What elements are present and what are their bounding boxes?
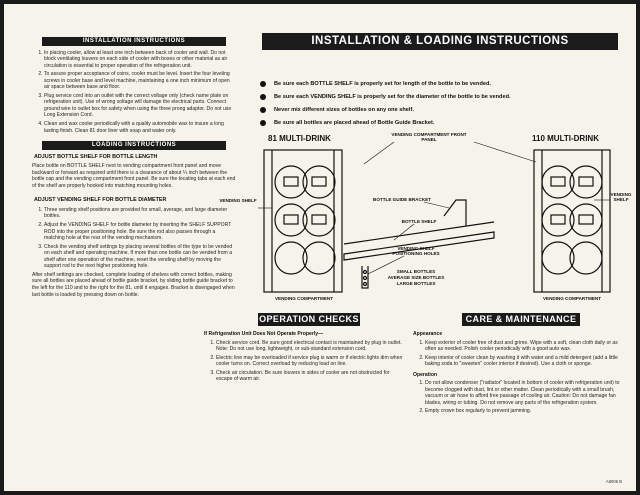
- care-maintenance-header: CARE & MAINTENANCE: [462, 313, 580, 326]
- installation-item: 1. In placing cooler, allow at least one inch between back of cooler and wall. Do not block ventilating louvers on each side of cooler with boxes or other material as air circulation is essential to proper operation of the refrigeration unit.: [44, 50, 236, 70]
- bullet-item: [260, 90, 620, 103]
- bottle-length-text: Place bottle on BOTTLE SHELF next to vending compartment front panel and move backward or forward as required until there is a clearance of about ¼ inch between the bottle cap and the vending compartment front panel. Be sure the locating tabs at each end of the shelf are properly hooked into matching mounting holes.: [32, 163, 236, 189]
- installation-list: [32, 50, 236, 135]
- diagram-title-110: 110 MULTI-DRINK: [532, 134, 599, 143]
- installation-item: 2. To assure proper acceptance of coins, cooler must be level. Insert the four leveling screws in cooler base and level machine, maintaining a one inch minimum of open air space between base and floor.: [44, 71, 236, 91]
- bullet-icon: [260, 94, 266, 100]
- operation-item: 3. Check air circulation. Be sure louvers in sides of cooler are not obstructed for escape of warm air.: [216, 370, 404, 383]
- care-operation-item: 2. Empty crown box regularly to prevent jamming.: [425, 408, 623, 415]
- diagram-title-81: 81 MULTI-DRINK: [268, 134, 331, 143]
- label-compartment-right: VENDING COMPARTMENT: [542, 296, 602, 301]
- bullet-text: Never mix different sizes of bottles on any one shelf.: [274, 106, 414, 113]
- operation-item: 1. Check service cord. Be sure good electrical contact is maintained by plug in outlet. Note: Do not use long, lightweight, or sub-standard extension cord.: [216, 340, 404, 353]
- bottle-length-title: ADJUST BOTTLE SHELF FOR BOTTLE LENGTH: [34, 153, 158, 160]
- bullet-icon: [260, 107, 266, 113]
- operation-checks-header: OPERATION CHECKS: [259, 314, 359, 324]
- label-large-bottles: LARGE BOTTLES: [396, 281, 436, 286]
- label-compartment-left: VENDING COMPARTMENT: [274, 296, 334, 301]
- appearance-item: 2. Keep interior of cooler clean by washing it with water and a mild detergent (add a little baking soda to "sweeten" cooler interior if desired). Use a cloth or sponge.: [425, 355, 623, 368]
- cooler-diagram: [219, 132, 632, 306]
- bullet-text: Be sure each VENDING SHELF is properly set for the diameter of the bottle to be vended.: [274, 93, 511, 100]
- care-operation-title: Operation: [413, 371, 438, 378]
- diameter-item: 2. Adjust the VENDING SHELF for bottle diameter by inserting the SHELF SUPPORT ROD into the proper positioning hole. Be sure the rod also passes through a matching hole at the rear of the vending mechanism.: [44, 222, 236, 242]
- label-bottle-shelf: BOTTLE SHELF: [401, 219, 437, 224]
- guide-bracket-drawing: [444, 200, 466, 226]
- operation-subtitle: If Refrigeration Unit Does Not Operate Properly—: [204, 331, 324, 337]
- bottle-diameter-list: [32, 207, 236, 270]
- form-code: A6006 B: [605, 479, 622, 484]
- label-average-bottles: AVERAGE SIZE BOTTLES: [387, 275, 445, 280]
- page-title: INSTALLATION & LOADING INSTRUCTIONS: [262, 33, 618, 50]
- installation-item: 3. Plug service cord into an outlet with the correct voltage only (check name plate on refrigeration unit). Use of wrong voltage will damage the electrical parts. Connect ground wire to outlet box for safety when using the three prong adaptor. Do not use Long Extension Cord.: [44, 93, 236, 119]
- label-small-bottles: SMALL BOTTLES: [396, 269, 436, 274]
- instruction-card: [4, 4, 636, 491]
- label-positioning-holes: VENDING SHELF POSITIONING HOLES: [392, 246, 440, 257]
- bullet-item: [260, 103, 620, 116]
- label-guide-bracket: BOTTLE GUIDE BRACKET: [373, 197, 431, 202]
- label-front-panel: VENDING COMPARTMENT FRONT PANEL: [391, 132, 467, 143]
- installation-item: 4. Clean and wax cooler periodically with a quality automobile wax to insure a long lasting finish. Clean 81 door liner with soap and water only.: [44, 121, 236, 134]
- care-maintenance-column: [413, 331, 623, 417]
- operation-list: [204, 340, 404, 383]
- label-vending-shelf-left: VENDING SHELF: [219, 198, 257, 203]
- diameter-item: 1. Three vending shelf positions are provided for small, average, and large diameter bottles.: [44, 207, 236, 220]
- operation-checks-column: [204, 331, 404, 385]
- diameter-item: 3. Check the vending shelf settings by placing several bottles of the type to be vended on each shelf and operating machine. If more than one bottle can be vended from a shelf after one operation of the machine, reset the vending shelf by moving the support rod to the next higher positioning hole.: [44, 244, 236, 270]
- installation-header: INSTALLATION INSTRUCTIONS: [42, 37, 226, 46]
- appearance-list: [413, 340, 623, 368]
- loading-header: LOADING INSTRUCTIONS: [42, 141, 226, 150]
- care-operation-item: 1. Do not allow condenser ("radiator" located in bottom of cooler with refrigeration unit) to become clogged with dust, lint or other matter. Clean periodically with a small brush, vacuum or air hose to afford free passage of cooling air. Caution: Do not damage fan blades, wiring or tubing. Do not remove any parts of the refrigeration system.: [425, 380, 623, 406]
- bullet-icon: [260, 120, 266, 126]
- appearance-title: Appearance: [413, 331, 443, 337]
- key-bullets: [260, 77, 620, 129]
- bullet-icon: [260, 81, 266, 87]
- bullet-item: [260, 77, 620, 90]
- bullet-text: Be sure each BOTTLE SHELF is properly set for length of the bottle to be vended.: [274, 80, 491, 87]
- operation-item: 2. Electric line may be overloaded if service plug is warm or if electric lights dim when cooler turns on. Correct overload by reducing load on line.: [216, 355, 404, 368]
- bottle-diameter-title: ADJUST VENDING SHELF FOR BOTTLE DIAMETER: [34, 197, 167, 204]
- bullet-text: Be sure all bottles are placed ahead of Bottle Guide Bracket.: [274, 119, 435, 126]
- left-column: [32, 37, 236, 300]
- label-vending-shelf-right: VENDING SHELF: [610, 192, 632, 203]
- bullet-item: [260, 116, 620, 129]
- after-settings-text: After shelf settings are checked, complete loading of shelves with correct bottles, making sure all bottles are placed ahead of bottle guide bracket, by sliding bottle guide bracket to the left for the 110 and to the right for the 81, until it engages. Bracket is disengaged when last bottle is loaded by pressing down on bottle.: [32, 271, 235, 298]
- care-operation-list: [413, 380, 623, 415]
- appearance-item: 1. Keep exterior of cooler free of dust and grime. Wipe with a soft, clean cloth daily or as often as needed. Polish cooler periodically with a good auto wax.: [425, 340, 623, 353]
